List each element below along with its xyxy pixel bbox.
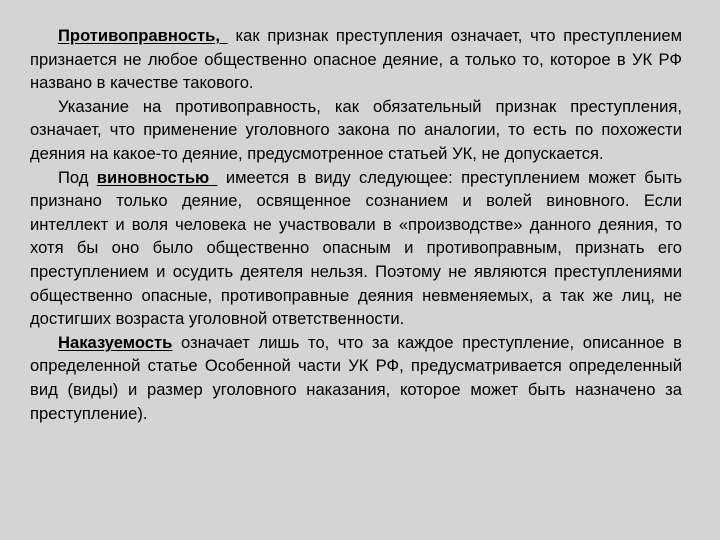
- paragraph-text: имеется в виду следующее: преступлением может быть признано только деяние, освященное сознанием и волей виновного. Если интеллект и воля человека не участвовали в «производстве» данного деяния, то хотя бы оно было общественно опасным и противоправным, признать его преступлением и осудить деятеля нельзя. Поэтому не являются преступлениями общественно опасные, противоправные деяния невменяемых, а так же лиц, не достигших возраста уголовной ответственности.: [30, 167, 682, 329]
- document-text: [30, 24, 682, 425]
- paragraph-guilt: [30, 166, 682, 331]
- term-punishability: Наказуемость: [58, 332, 173, 352]
- term-underline-pad: [209, 168, 217, 187]
- term-underline-pad: [220, 26, 228, 45]
- term-guilt: виновностью: [96, 167, 210, 187]
- paragraph-unlawfulness-indication: [30, 95, 682, 166]
- term-unlawfulness: Противоправность,: [58, 26, 220, 45]
- paragraph-prefix: Под: [58, 167, 97, 187]
- paragraph-unlawfulness: [30, 24, 682, 95]
- paragraph-punishability: [30, 331, 682, 425]
- paragraph-text: как признак преступления означает, что преступлением признается не любое общественно опасное деяние, а только то, которое в УК РФ названо в качестве такового.: [30, 26, 682, 93]
- paragraph-text: означает лишь то, что за каждое преступление, описанное в определенной статье Особенной части УК РФ, предусматривается определенный вид (виды) и размер уголовного наказания, которое может быть назначено за преступление).: [30, 332, 682, 423]
- paragraph-text: Указание на противоправность, как обязательный признак преступления, означает, что применение уголовного закона по аналогии, то есть по похожести деяния на какое-то деяние, предусмотренное статьей УК, не допускается.: [30, 96, 682, 163]
